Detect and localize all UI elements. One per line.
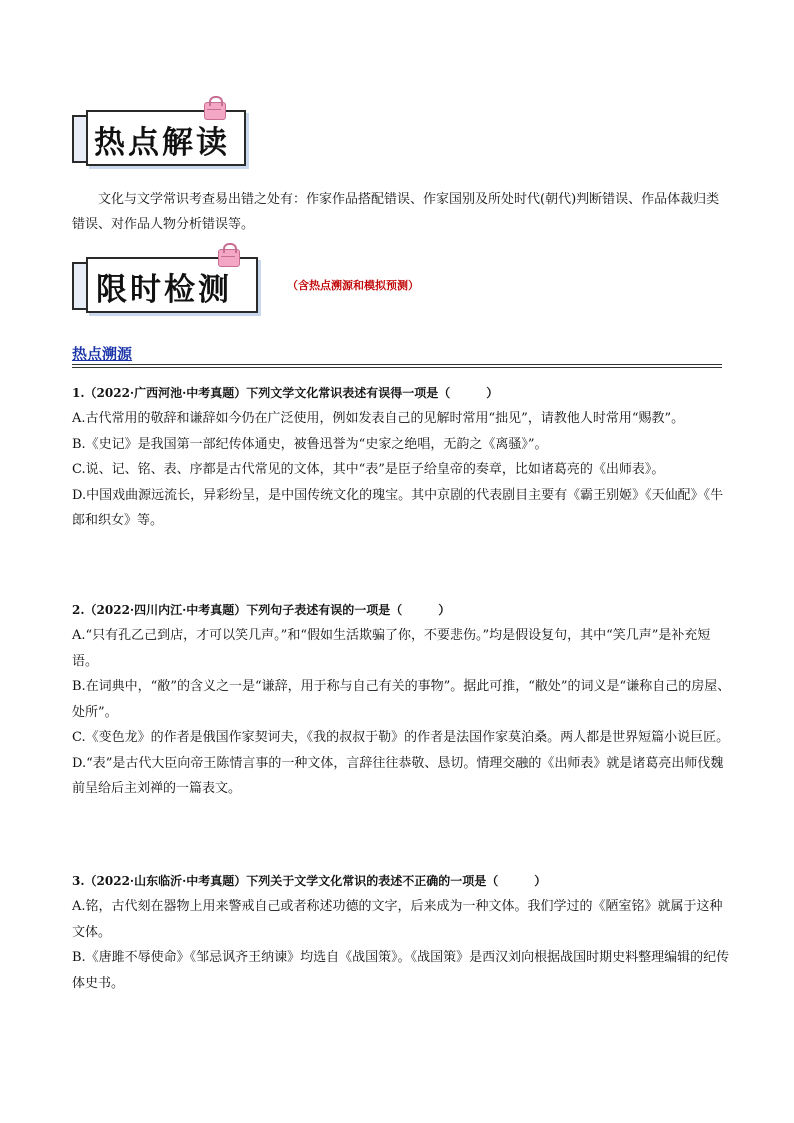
option-d: D.中国戏曲源远流长，异彩纷呈，是中国传统文化的瑰宝。其中京剧的代表剧目主要有《霸王别姬》《天仙配》《牛郎和织女》等。 — [72, 487, 724, 528]
question-3 — [72, 871, 732, 996]
option-a: A.古代常用的敬辞和谦辞如今仍在广泛使用，例如发表自己的见解时常用“拙见”，请教他人时常用“赐教”。 — [72, 411, 685, 426]
option-b: B.《史记》是我国第一部纪传体通史，被鲁迅誉为“史家之绝唱，无韵之《离骚》”。 — [72, 436, 548, 452]
section-rule — [72, 364, 722, 365]
option-b: B.《唐雎不辱使命》《邹忌讽齐王纳谏》均选自《战国策》。《战国策》是西汉刘向根据战国时期史料整理编辑的纪传体史书。 — [72, 950, 730, 991]
question-1 — [72, 383, 732, 534]
option-b: B.在词典中，“敝”的含义之一是“谦辞，用于称与自己有关的事物”。据此可推，“敝处”的词义是“谦称自己的房屋、处所”。 — [72, 679, 731, 720]
option-d: D.“表”是古代大臣向帝王陈情言事的一种文体，言辞往往恭敬、恳切。情理交融的《出师表》就是诸葛亮出师伐魏前呈给后主刘禅的一篇表文。 — [72, 755, 724, 796]
intro-paragraph: 文化与文学常识考查易出错之处有：作家作品搭配错误、作家国别及所处时代(朝代)判断错误、作品体裁归类错误、对作品人物分析错误等。 — [72, 192, 720, 232]
paperclip-icon — [218, 249, 240, 267]
banner-title: 热点解读 — [94, 125, 230, 161]
option-a: A.“只有孔乙己到店，才可以笑几声。”和“假如生活欺骗了你，不要悲伤。”均是假设复句，其中“笑几声”是补充短语。 — [72, 628, 711, 669]
question-title: 3.（2022·山东临沂·中考真题）下列关于文学文化常识的表述不正确的一项是（ ） — [72, 874, 547, 888]
option-a: A.铭，古代刻在器物上用来警戒自己或者称述功德的文字，后来成为一种文体。我们学过的《陋室铭》就属于这种文体。 — [72, 899, 723, 940]
banner-note: （含热点溯源和模拟预测） — [287, 279, 419, 292]
question-title: 1.（2022·广西河池·中考真题）下列文学文化常识表述有误得一项是（ ） — [72, 386, 499, 400]
question-title: 2.（2022·四川内江·中考真题）下列句子表述有误的一项是（ ） — [72, 603, 451, 617]
section-title: 热点溯源 — [72, 345, 133, 363]
option-c: C.《变色龙》的作者是俄国作家契诃夫，《我的叔叔于勒》的作者是法国作家莫泊桑。两人都是世界短篇小说巨匠。 — [72, 730, 730, 745]
paperclip-icon — [204, 102, 226, 120]
banner-title: 限时检测 — [96, 272, 232, 308]
question-2 — [72, 600, 732, 802]
option-c: C.说、记、铭、表、序都是古代常见的文体，其中“表”是臣子给皇帝的奏章，比如诸葛亮的《出师表》。 — [72, 462, 665, 477]
section-rule — [72, 367, 722, 368]
